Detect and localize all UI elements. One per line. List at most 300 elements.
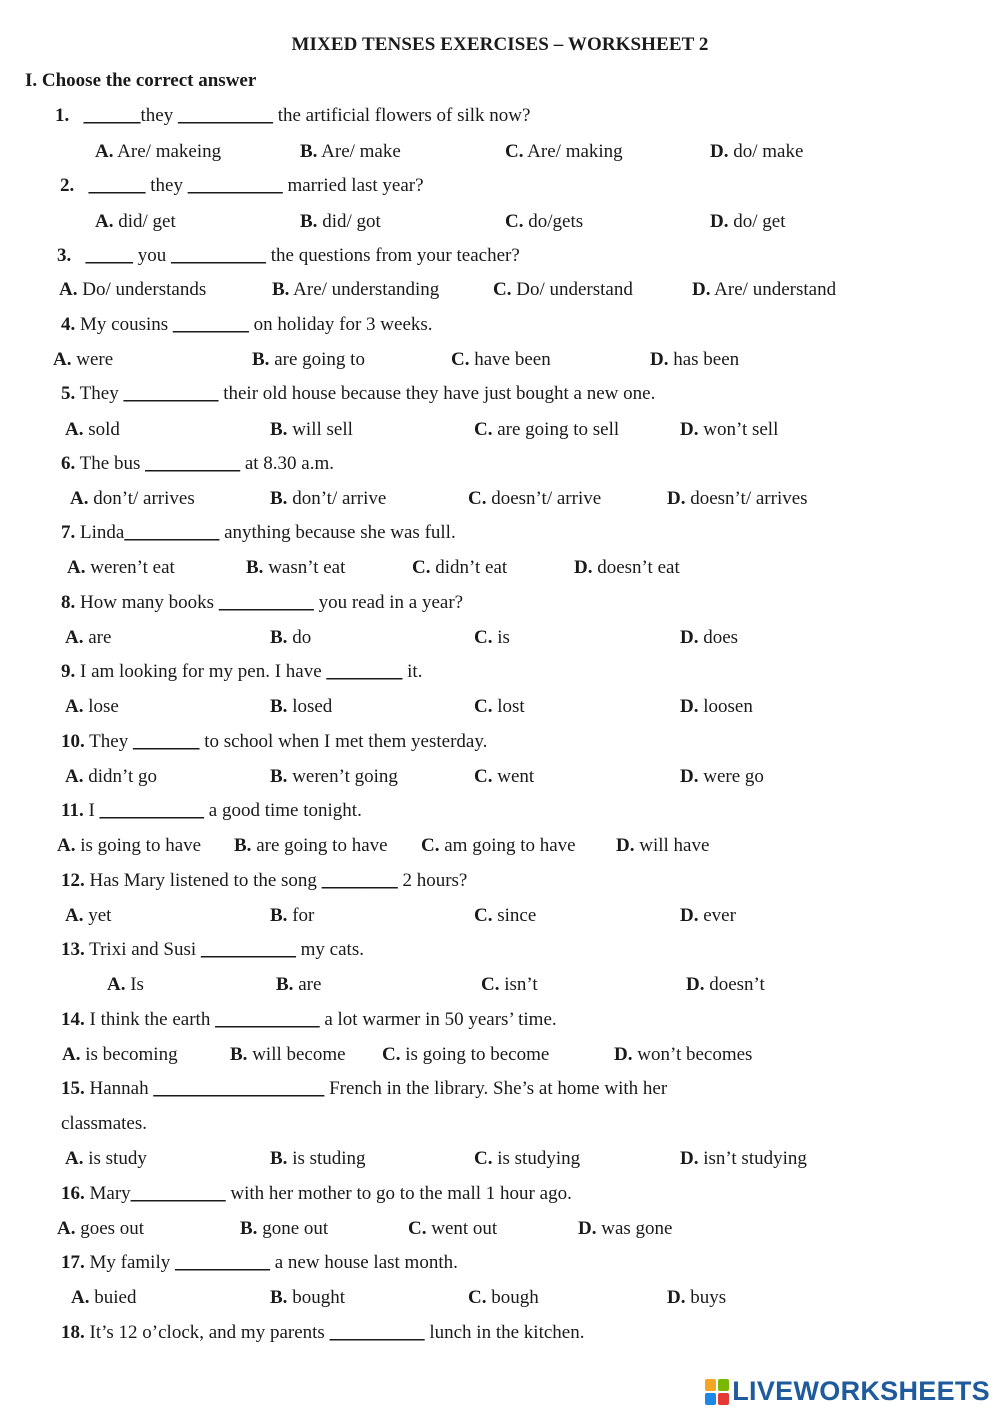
answer-option[interactable] [680,765,764,789]
logo-square-icon [705,1393,716,1405]
question-text: with her mother to go to the mall 1 hour ago. [225,1183,572,1204]
answer-option[interactable] [270,1147,366,1171]
answer-option[interactable] [65,626,111,650]
question-text-continued: classmates. [61,1113,148,1134]
option-letter: D. [667,488,686,509]
option-letter: B. [270,766,288,787]
answer-option[interactable] [451,348,551,372]
option-text: lose [83,696,119,717]
logo-square-icon [705,1379,716,1391]
option-text: Are/ making [523,141,623,162]
option-text: do/ get [728,211,786,232]
answer-blank[interactable]: __________ [130,1183,226,1204]
question-number: 8. [61,592,76,613]
question-text: a lot warmer in 50 years’ time. [319,1009,557,1030]
answer-option[interactable] [270,1286,345,1310]
answer-option[interactable] [474,695,525,719]
answer-option[interactable] [692,278,836,302]
answer-blank[interactable]: ________ [321,870,398,891]
answer-blank[interactable]: _____ [85,245,133,266]
option-letter: D. [680,766,699,787]
question-text: anything because she was full. [219,522,456,543]
answer-blank[interactable]: __________ [123,383,219,404]
answer-option[interactable] [680,695,753,719]
question-stem [61,660,422,684]
question-number: 12. [61,870,85,891]
option-letter: A. [53,349,72,370]
question-text: French in the library. She’s at home with her [324,1078,668,1099]
option-letter: B. [276,974,294,995]
question-stem [61,1321,584,1345]
answer-option[interactable] [65,904,111,928]
option-text: wasn’t eat [263,557,346,578]
option-letter: C. [451,349,470,370]
option-letter: D. [574,557,593,578]
answer-blank[interactable]: ___________ [215,1009,320,1030]
answer-blank[interactable]: __________ [329,1322,425,1343]
answer-option[interactable] [680,626,738,650]
option-letter: C. [505,141,524,162]
option-letter: C. [474,905,493,926]
section-heading: I. Choose the correct answer [25,70,257,91]
option-text: are going to [269,349,365,370]
answer-option[interactable] [65,418,120,442]
question-text: Mary [84,1183,131,1204]
option-text: Are/ make [317,141,401,162]
answer-option[interactable] [65,1147,147,1171]
answer-option[interactable] [57,834,201,858]
option-text: don’t/ arrive [287,488,387,509]
option-text: since [492,905,537,926]
option-letter: B. [270,1287,288,1308]
question-number: 3. [57,245,72,266]
option-text: will have [634,835,710,856]
question-stem [61,452,334,476]
option-letter: C. [468,488,487,509]
question-text: on holiday for 3 weeks. [248,314,433,335]
answer-option[interactable] [616,834,709,858]
answer-option[interactable] [95,140,221,164]
option-text: weren’t eat [85,557,175,578]
option-letter: A. [71,1287,90,1308]
answer-option[interactable] [252,348,365,372]
answer-option[interactable] [505,210,583,234]
question-text: a new house last month. [270,1252,458,1273]
option-letter: B. [270,627,288,648]
option-letter: D. [614,1044,633,1065]
answer-option[interactable] [574,556,680,580]
answer-blank[interactable]: __________________ [153,1078,325,1099]
worksheet-title: MIXED TENSES EXERCISES – WORKSHEET 2 [291,34,709,55]
answer-option[interactable] [272,278,439,302]
option-text: don’t/ arrives [88,488,195,509]
question-text: a good time tonight. [204,800,362,821]
option-text: didn’t go [83,766,158,787]
question-stem [61,1251,458,1275]
question-stem [61,591,463,615]
answer-option[interactable] [408,1217,497,1241]
option-letter: A. [59,279,78,300]
answer-blank[interactable]: __________ [175,1252,270,1273]
option-letter: D. [710,211,729,232]
answer-option[interactable] [246,556,345,580]
option-text: for [287,905,315,926]
option-letter: A. [65,1148,84,1169]
answer-blank[interactable]: ________ [326,661,403,682]
option-text: do [287,627,312,648]
answer-option[interactable] [474,1147,580,1171]
question-text: 2 hours? [397,870,468,891]
option-text: do/ make [728,141,804,162]
question-text: They [75,383,124,404]
option-text: buied [89,1287,137,1308]
answer-option[interactable] [578,1217,672,1241]
option-letter: B. [300,141,318,162]
answer-blank[interactable]: __________ [200,939,296,960]
answer-blank[interactable]: ______ [83,105,141,126]
option-letter: A. [67,557,86,578]
question-number: 15. [61,1078,85,1099]
option-text: are going to sell [492,419,620,440]
answer-option[interactable] [270,487,386,511]
option-text: Do/ understand [511,279,633,300]
option-letter: C. [468,1287,487,1308]
answer-option[interactable] [468,487,601,511]
question-text: their old house because they have just bought a new one. [218,383,656,404]
answer-option[interactable] [270,904,314,928]
option-letter: B. [270,1148,288,1169]
question-number: 16. [61,1183,85,1204]
question-text: at 8.30 a.m. [240,453,335,474]
answer-option[interactable] [53,348,113,372]
question-number: 13. [61,939,85,960]
option-text: won’t becomes [632,1044,753,1065]
question-text: Linda [75,522,125,543]
option-letter: C. [481,974,500,995]
question-text: my cats. [295,939,364,960]
answer-option[interactable] [270,765,398,789]
option-letter: C. [412,557,431,578]
option-letter: C. [505,211,524,232]
option-letter: A. [65,419,84,440]
question-stem [61,730,487,754]
answer-option[interactable] [300,210,381,234]
question-text: it. [402,661,423,682]
option-letter: A. [65,627,84,648]
answer-blank[interactable]: __________ [145,453,241,474]
question-number: 10. [61,731,85,752]
option-letter: A. [65,905,84,926]
question-text: It’s 12 o’clock, and my parents [84,1322,330,1343]
answer-blank[interactable]: __________ [187,175,283,196]
option-letter: A. [62,1044,81,1065]
answer-option[interactable] [70,487,195,511]
question-text: they [145,175,188,196]
option-text: went out [426,1218,498,1239]
logo-text: LIVEWORKSHEETS [732,1376,990,1406]
answer-option[interactable] [481,973,538,997]
option-text: did/ got [317,211,381,232]
logo-square-icon [718,1379,729,1391]
question-stem [61,938,364,962]
option-letter: C. [408,1218,427,1239]
question-text: How many books [75,592,219,613]
question-text: married last year? [282,175,424,196]
answer-option[interactable] [667,1286,726,1310]
question-text: they [140,105,178,126]
answer-option[interactable] [474,765,534,789]
answer-option[interactable] [710,140,803,164]
option-letter: B. [240,1218,258,1239]
option-text: were [71,349,114,370]
answer-option[interactable] [468,1286,539,1310]
option-text: loosen [698,696,753,717]
question-stem [61,521,456,545]
answer-option[interactable] [680,1147,807,1171]
answer-option[interactable] [710,210,785,234]
question-stem [61,313,433,337]
answer-option[interactable] [95,210,176,234]
logo-mark-icon [705,1379,729,1405]
option-letter: B. [300,211,318,232]
option-text: was gone [596,1218,673,1239]
option-letter: B. [272,279,290,300]
answer-blank[interactable]: ______ [88,175,146,196]
option-letter: B. [252,349,270,370]
option-letter: C. [474,766,493,787]
answer-option[interactable] [686,973,765,997]
option-letter: C. [474,696,493,717]
option-letter: D. [667,1287,686,1308]
answer-blank[interactable]: __________ [171,245,266,266]
question-stem [61,382,655,406]
option-text: is going to have [75,835,202,856]
option-text: sold [83,419,120,440]
question-number: 4. [61,314,76,335]
option-letter: D. [692,279,711,300]
option-text: bought [287,1287,345,1308]
question-number: 5. [61,383,76,404]
option-text: Are/ understanding [289,279,440,300]
question-number: 14. [61,1009,85,1030]
answer-option[interactable] [614,1043,752,1067]
option-text: will sell [287,419,353,440]
question-text: lunch in the kitchen. [424,1322,585,1343]
option-letter: A. [70,488,89,509]
option-text: is [492,627,510,648]
option-text: is study [83,1148,147,1169]
option-letter: A. [95,141,114,162]
option-text: went [492,766,535,787]
option-text: buys [685,1287,727,1308]
option-letter: C. [474,419,493,440]
option-text: doesn’t eat [592,557,680,578]
question-stem [60,174,424,198]
question-text: I think the earth [84,1009,216,1030]
option-letter: A. [107,974,126,995]
option-letter: D. [686,974,705,995]
answer-option[interactable] [300,140,401,164]
option-text: gone out [257,1218,329,1239]
answer-option[interactable] [421,834,576,858]
question-number: 6. [61,453,76,474]
answer-option[interactable] [474,904,536,928]
answer-option[interactable] [107,973,144,997]
option-text: are [293,974,322,995]
answer-option[interactable] [240,1217,328,1241]
option-letter: B. [270,419,288,440]
option-text: do/gets [523,211,584,232]
option-letter: A. [95,211,114,232]
option-text: lost [492,696,525,717]
answer-option[interactable] [680,418,778,442]
answer-option[interactable] [71,1286,136,1310]
answer-option[interactable] [680,904,736,928]
question-stem [61,1008,557,1032]
question-stem [55,104,530,128]
option-text: is becoming [80,1044,178,1065]
question-number: 1. [55,105,70,126]
option-letter: D. [616,835,635,856]
answer-option[interactable] [234,834,388,858]
option-text: has been [668,349,740,370]
option-text: ever [698,905,736,926]
option-text: bough [486,1287,539,1308]
question-stem [61,1182,572,1206]
answer-option[interactable] [270,695,332,719]
option-text: is studing [287,1148,366,1169]
answer-option[interactable] [57,1217,144,1241]
option-text: isn’t studying [698,1148,807,1169]
answer-option[interactable] [474,418,619,442]
option-letter: A. [57,835,76,856]
answer-option[interactable] [667,487,808,511]
answer-option[interactable] [65,765,157,789]
answer-option[interactable] [270,626,311,650]
question-number: 7. [61,522,76,543]
answer-option[interactable] [412,556,507,580]
option-letter: D. [578,1218,597,1239]
option-text: doesn’t/ arrives [685,488,808,509]
option-letter: C. [421,835,440,856]
answer-option[interactable] [230,1043,346,1067]
option-text: Is [125,974,144,995]
question-text: I [83,800,100,821]
option-letter: D. [680,905,699,926]
question-text: you [133,245,171,266]
option-letter: A. [65,696,84,717]
option-letter: D. [680,419,699,440]
question-text: to school when I met them yesterday. [199,731,488,752]
option-text: will become [247,1044,346,1065]
question-text: the artificial flowers of silk now? [272,105,531,126]
answer-blank[interactable]: __________ [124,522,220,543]
logo-square-icon [718,1393,729,1405]
question-number: 17. [61,1252,85,1273]
answer-option[interactable] [59,278,206,302]
option-letter: C. [493,279,512,300]
option-text: losed [287,696,333,717]
liveworksheets-logo [705,1376,990,1407]
question-text: My family [84,1252,175,1273]
answer-option[interactable] [505,140,623,164]
option-letter: C. [474,627,493,648]
option-letter: B. [234,835,252,856]
option-text: didn’t eat [430,557,508,578]
question-number: 2. [60,175,75,196]
answer-blank[interactable]: ___________ [99,800,205,821]
question-stem [61,1077,667,1101]
option-text: weren’t going [287,766,398,787]
option-text: are going to have [251,835,388,856]
option-letter: D. [650,349,669,370]
option-text: doesn’t [704,974,765,995]
option-text: isn’t [499,974,538,995]
answer-option[interactable] [493,278,633,302]
question-text: Hannah [84,1078,154,1099]
option-text: is going to become [400,1044,550,1065]
answer-blank[interactable]: _______ [132,731,200,752]
question-text: Has Mary listened to the song [84,870,322,891]
question-number: 9. [61,661,76,682]
option-text: is studying [492,1148,581,1169]
question-text: the questions from your teacher? [266,245,520,266]
question-text: you read in a year? [313,592,464,613]
option-letter: A. [65,766,84,787]
question-stem [61,799,362,823]
answer-option[interactable] [62,1043,178,1067]
option-letter: C. [382,1044,401,1065]
option-text: goes out [75,1218,145,1239]
question-stem [61,869,467,893]
option-letter: B. [270,905,288,926]
option-letter: B. [246,557,264,578]
question-text: I am looking for my pen. I have [75,661,327,682]
option-text: are [83,627,112,648]
question-number: 11. [61,800,84,821]
answer-option[interactable] [474,626,510,650]
question-stem [57,244,520,268]
option-text: Are/ understand [710,279,837,300]
answer-blank[interactable]: ________ [172,314,249,335]
answer-option[interactable] [382,1043,549,1067]
answer-option[interactable] [270,418,353,442]
option-letter: D. [680,1148,699,1169]
option-text: won’t sell [698,419,779,440]
answer-option[interactable] [67,556,175,580]
option-letter: D. [680,627,699,648]
answer-option[interactable] [650,348,739,372]
option-text: Do/ understands [77,279,207,300]
answer-option[interactable] [65,695,119,719]
option-text: does [698,627,739,648]
option-letter: B. [270,488,288,509]
question-text: The bus [75,453,146,474]
answer-option[interactable] [276,973,321,997]
option-letter: B. [270,696,288,717]
option-letter: D. [710,141,729,162]
answer-blank[interactable]: __________ [177,105,273,126]
option-letter: A. [57,1218,76,1239]
option-text: did/ get [113,211,176,232]
option-text: have been [469,349,551,370]
option-text: yet [83,905,112,926]
option-letter: D. [680,696,699,717]
option-text: Are/ makeing [113,141,222,162]
answer-blank[interactable]: __________ [218,592,314,613]
option-letter: C. [474,1148,493,1169]
option-text: doesn’t/ arrive [486,488,602,509]
